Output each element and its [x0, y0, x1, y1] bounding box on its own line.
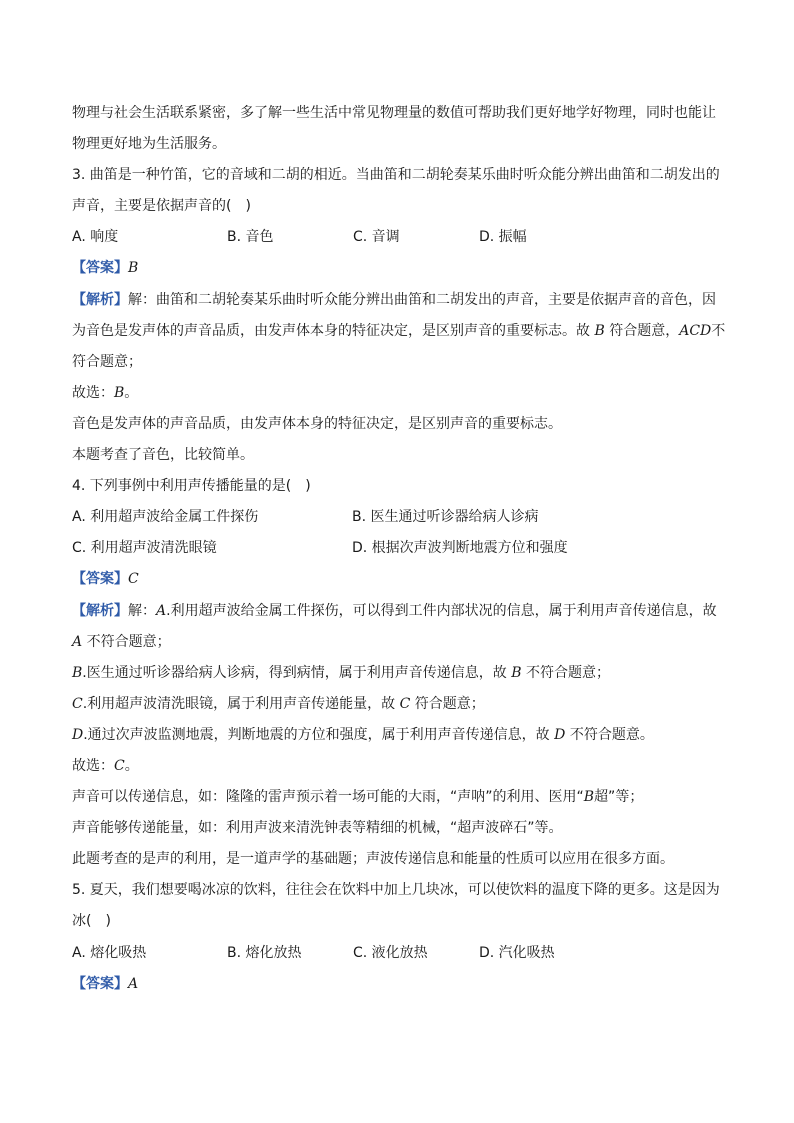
q4-note-1a: 声音可以传递信息，如：隆隆的雷声预示着一场可能的大雨，“声呐”的利用、医用“ — [72, 789, 584, 806]
q5-option-d: D. 汽化吸热 — [479, 944, 555, 961]
q5-option-a: A. 熔化吸热 — [72, 944, 147, 961]
q4-choose-end: 。 — [124, 757, 139, 774]
q4-analysis-text-d2: 不符合题意。 — [565, 726, 654, 743]
q4-choose-letter: C — [114, 757, 125, 774]
q3-option-c: C. 音调 — [353, 229, 400, 246]
q3-choose — [72, 378, 722, 409]
q3-answer-value: B — [128, 260, 139, 277]
q4-analysis-line-b — [72, 658, 722, 689]
q4-note-3: 此题考查的是声的利用，是一道声学的基础题；声波传递信息和能量的性质可以应用在很多方面。 — [72, 851, 674, 868]
q5-answer-value: A — [128, 975, 139, 992]
q4-analysis-line-d — [72, 720, 722, 751]
q4-option-c: C. 利用超声波清洗眼镜 — [72, 540, 217, 557]
q3-answer — [72, 253, 722, 284]
q4-analysis-text-c: .利用超声波清洗眼镜，属于利用声音传递能量，故 — [82, 695, 400, 712]
q4-analysis-text-b2: 不符合题意； — [521, 664, 610, 681]
q4-options-row-2 — [72, 533, 722, 564]
q4-option-d: D. 根据次声波判断地震方位和强度 — [352, 540, 568, 557]
q3-analysis-line-3: 符合题意； — [72, 353, 142, 370]
q4-analysis-letter-d2: D — [554, 726, 566, 743]
q4-answer — [72, 564, 722, 595]
q3-analysis-text-2a: 为音色是发声体的声音品质，由发声体本身的特征决定，是区别声音的重要标志。故 — [72, 322, 595, 339]
q5-options — [72, 938, 722, 969]
q5-option-c: C. 液化放热 — [353, 944, 428, 961]
q4-analysis-text-a2: 不符合题意； — [82, 633, 171, 650]
q4-analysis-letter-c2: C — [399, 695, 411, 712]
document-page — [72, 98, 726, 1000]
q4-analysis-line-1 — [72, 596, 722, 627]
q3-analysis-text-2c: 符合题意， — [604, 322, 680, 339]
q4-analysis-text-a: .利用超声波给金属工件探伤，可以得到工件内部状况的信息，属于利用声音传递信息，故 — [166, 602, 717, 619]
q4-analysis-text-b: .医生通过听诊器给病人诊病，得到病情，属于利用声音传递信息，故 — [82, 664, 512, 681]
q3-stem-line-2: 声音，主要是依据声音的( ) — [72, 198, 251, 215]
q3-note-2: 本题考查了音色，比较简单。 — [72, 447, 254, 464]
q4-analysis-letter-c: C — [72, 695, 83, 712]
q4-analysis-text-d: .通过次声波监测地震，判断地震的方位和强度，属于利用声音传递信息，故 — [83, 726, 555, 743]
answer-tag: 【答案】 — [72, 260, 128, 277]
q4-stem: 4. 下列事例中利用声传播能量的是( ) — [72, 478, 311, 495]
q4-analysis-letter-a2: A — [72, 633, 83, 650]
q3-options — [72, 222, 722, 253]
q4-option-a: A. 利用超声波给金属工件探伤 — [72, 509, 259, 526]
analysis-tag: 【解析】 — [72, 602, 128, 619]
q5-answer — [72, 969, 722, 1000]
q4-answer-value: C — [128, 571, 139, 588]
q5-option-b: B. 熔化放热 — [227, 944, 302, 961]
q4-choose — [72, 751, 722, 782]
intro-line-2: 物理更好地为生活服务。 — [72, 136, 226, 153]
q5-stem-line-2: 冰( ) — [72, 913, 111, 930]
q4-analysis-prefix: 解： — [128, 602, 156, 619]
q3-option-a: A. 响度 — [72, 229, 119, 246]
q4-choose-label: 故选： — [72, 757, 114, 774]
intro-line-1: 物理与社会生活联系紧密，多了解一些生活中常见物理量的数值可帮助我们更好地学好物理，同时也能让 — [72, 105, 716, 121]
q4-note-1 — [72, 782, 722, 813]
q3-analysis-letters-acd: ACD — [679, 322, 712, 339]
q3-choose-label: 故选： — [72, 384, 114, 401]
q4-options-row-1 — [72, 502, 722, 533]
q4-analysis-letter-b: B — [72, 664, 83, 681]
q4-analysis-line-2 — [72, 627, 722, 658]
analysis-tag: 【解析】 — [72, 291, 128, 308]
answer-tag: 【答案】 — [72, 571, 128, 588]
q3-choose-end: 。 — [124, 384, 139, 401]
q3-analysis-letter-b: B — [594, 322, 605, 339]
q3-analysis-line-1 — [72, 285, 722, 316]
q3-note-1: 音色是发声体的声音品质，由发声体本身的特征决定，是区别声音的重要标志。 — [72, 415, 562, 432]
q3-analysis-text-2e: 不 — [711, 322, 726, 339]
q4-analysis-text-c2: 符合题意； — [410, 695, 485, 712]
q4-note-2: 声音能够传递能量，如：利用声波来清洗钟表等精细的机械，“超声波碎石”等。 — [72, 820, 563, 837]
q4-analysis-line-c — [72, 689, 722, 720]
q5-stem-line-1: 5. 夏天，我们想要喝冰凉的饮料，往往会在饮料中加上几块冰，可以使饮料的温度下降的更多。这是因为 — [72, 882, 720, 899]
q3-analysis-text-1: 解：曲笛和二胡轮奏某乐曲时听众能分辨出曲笛和二胡发出的声音，主要是依据声音的音色，因 — [128, 291, 716, 308]
q3-option-b: B. 音色 — [227, 229, 274, 246]
q4-analysis-letter-b2: B — [511, 664, 522, 681]
q3-analysis-line-2 — [72, 316, 726, 347]
q3-stem-line-1: 3. 曲笛是一种竹笛，它的音域和二胡的相近。当曲笛和二胡轮奏某乐曲时听众能分辨出曲笛和二胡发出的 — [72, 167, 720, 184]
q3-option-d: D. 振幅 — [479, 229, 527, 246]
q4-analysis-letter-a: A — [156, 602, 167, 619]
q3-choose-letter: B — [114, 384, 125, 401]
q4-option-b: B. 医生通过听诊器给病人诊病 — [352, 509, 539, 526]
q4-note-1-letter: B — [583, 789, 595, 806]
q4-note-1c: 超”等； — [594, 789, 644, 806]
answer-tag: 【答案】 — [72, 975, 128, 992]
q4-analysis-letter-d: D — [72, 726, 84, 743]
